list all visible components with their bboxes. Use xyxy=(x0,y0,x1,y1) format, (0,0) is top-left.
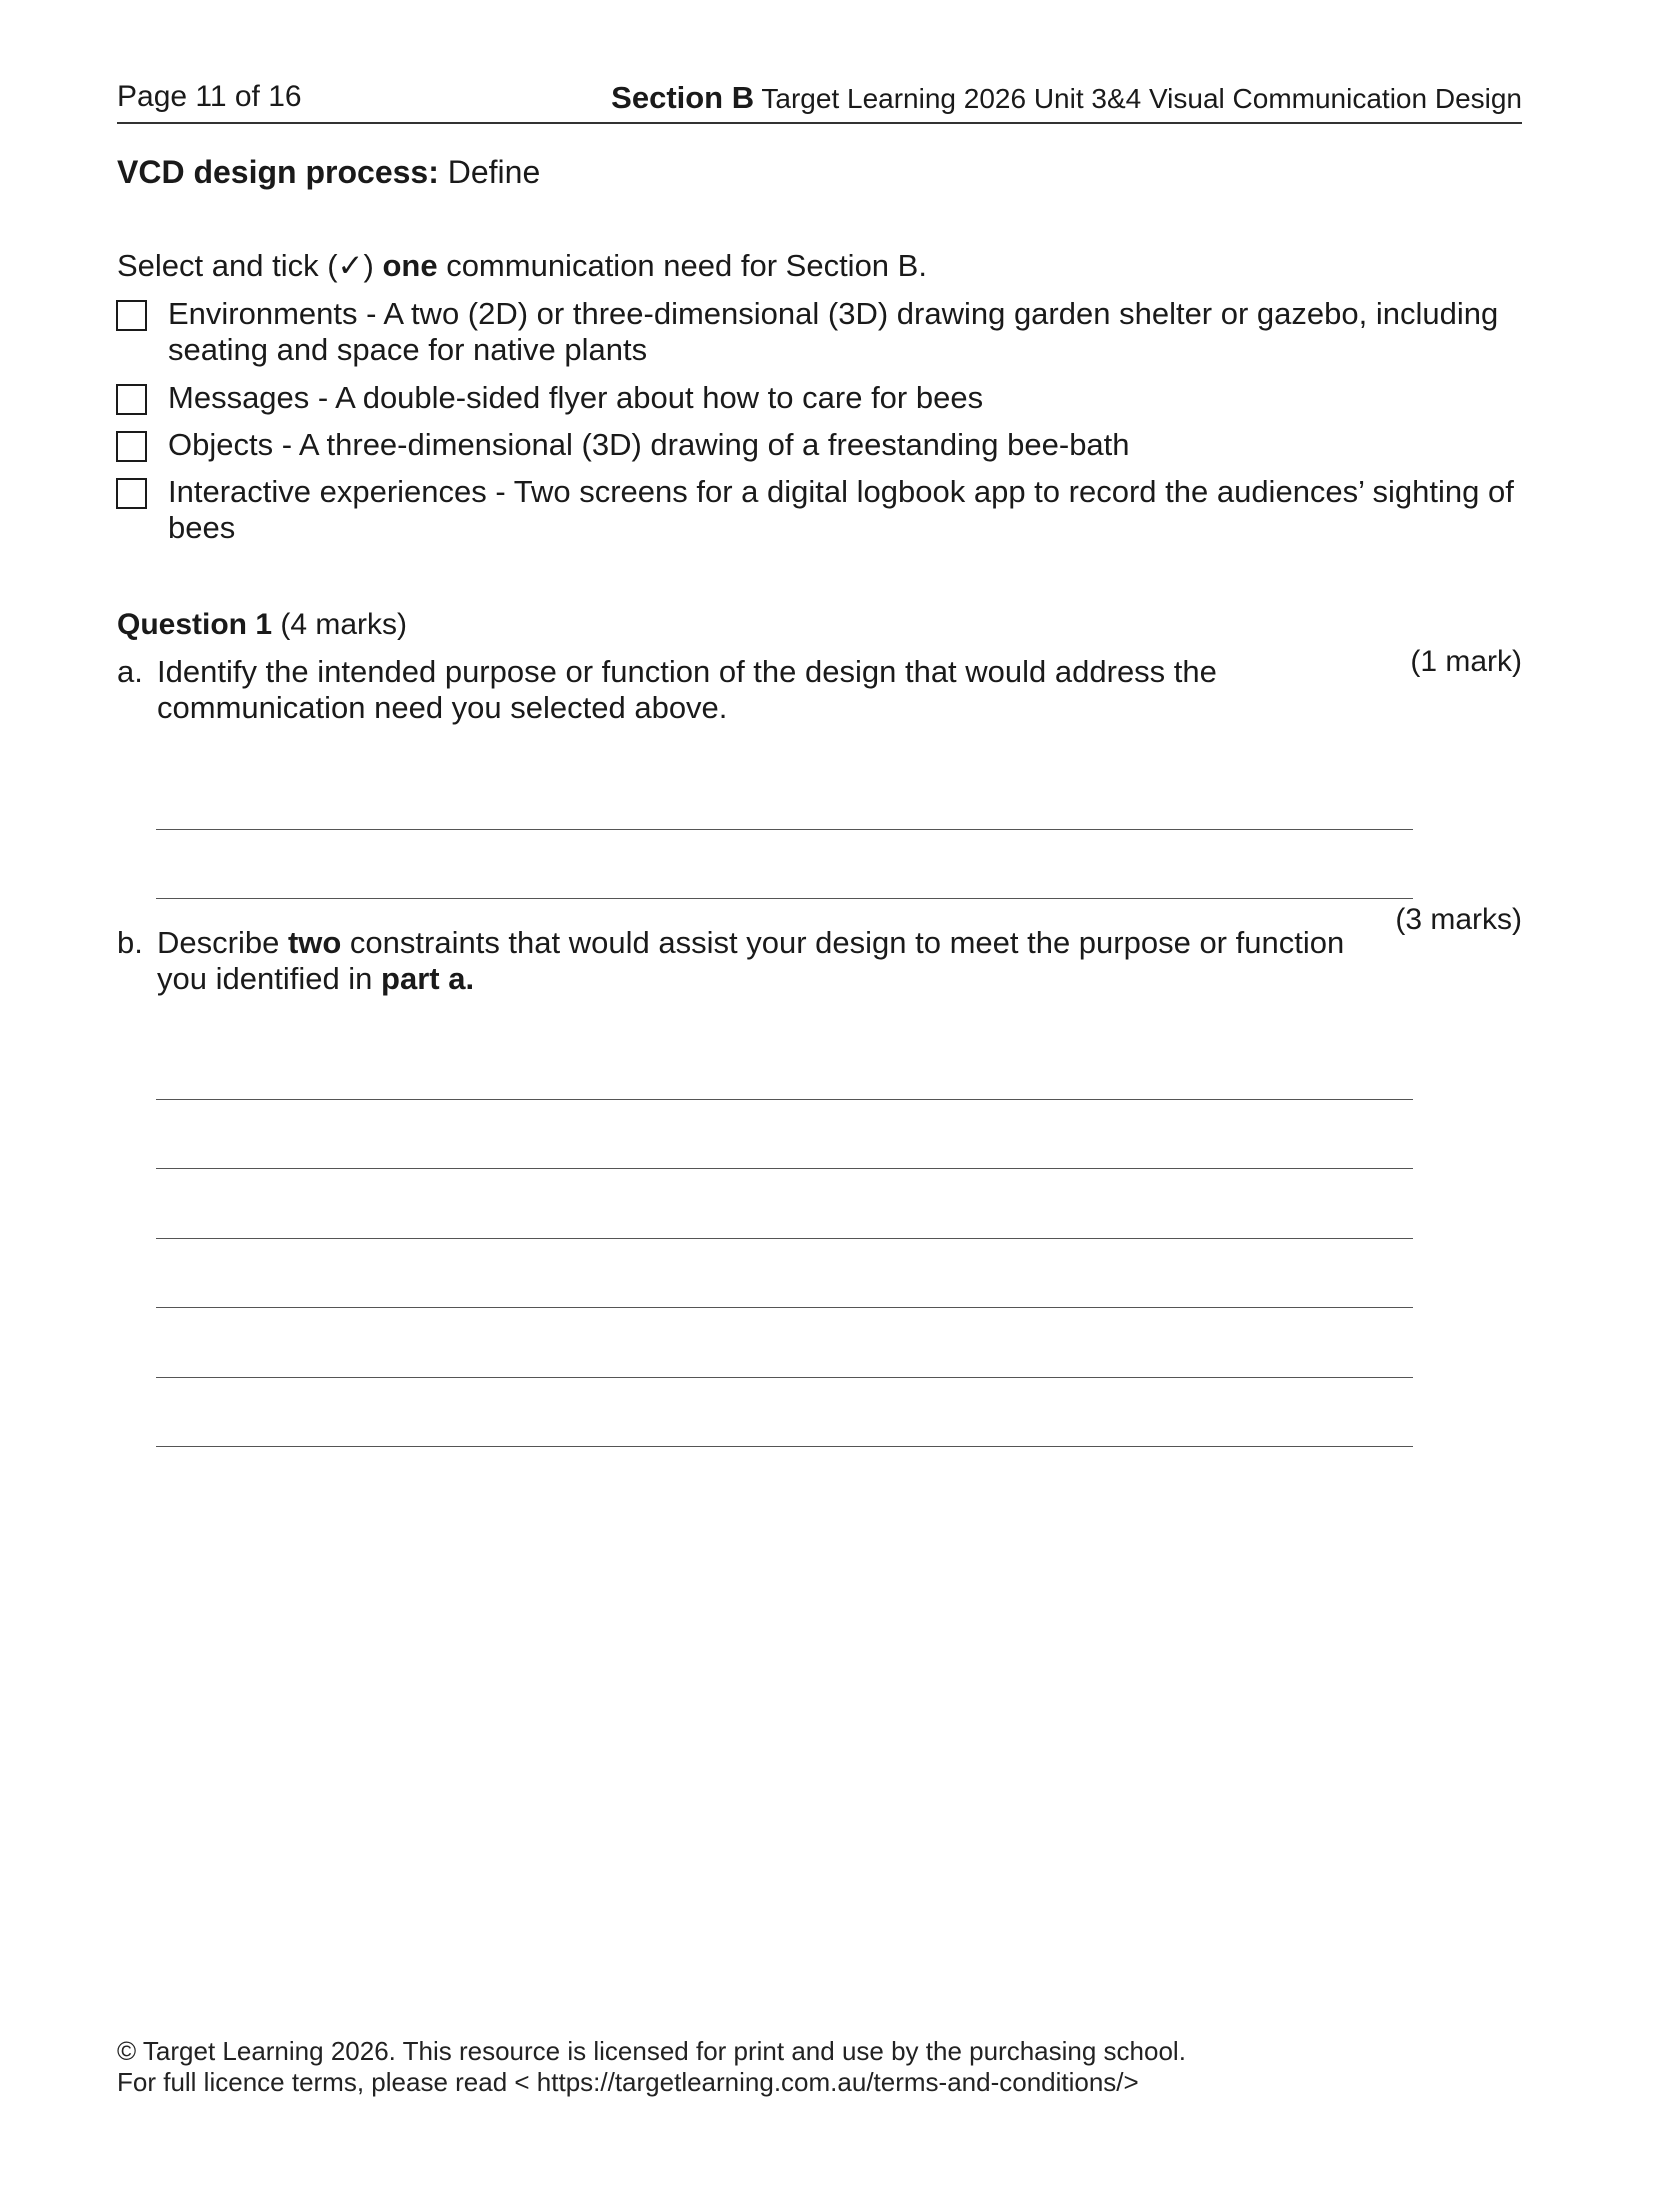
option-label: Environments - A two (2D) or three-dimensional (3D) drawing garden shelter or gazebo, including seating and space for native plants xyxy=(168,296,1499,367)
part-a-marks: (1 mark) xyxy=(1410,645,1522,678)
answer-line[interactable] xyxy=(156,1238,1413,1239)
part-b-marks: (3 marks) xyxy=(1395,903,1522,936)
running-header xyxy=(611,80,1522,116)
section-label: Section B xyxy=(611,80,755,115)
answer-line[interactable] xyxy=(156,1377,1413,1378)
process-stage: Define xyxy=(447,154,541,190)
header-divider xyxy=(117,122,1522,124)
selection-instruction xyxy=(117,248,927,284)
answer-line[interactable] xyxy=(156,1099,1413,1100)
option-checkbox[interactable] xyxy=(116,478,147,509)
answer-line[interactable] xyxy=(156,829,1413,830)
option-label: Objects - A three-dimensional (3D) drawing of a freestanding bee-bath xyxy=(168,427,1130,462)
option-checkbox[interactable] xyxy=(116,384,147,415)
design-process-heading xyxy=(117,154,540,191)
answer-line[interactable] xyxy=(156,1168,1413,1169)
instruction-emphasis: one xyxy=(382,248,438,283)
page-number: Page 11 of 16 xyxy=(117,80,302,113)
part-text: Identify the intended purpose or function of the design that would address the communication need you selected above. xyxy=(157,654,1217,725)
option-checkbox[interactable] xyxy=(116,300,147,331)
footer-copyright: © Target Learning 2026. This resource is licensed for print and use by the purchasing school. xyxy=(117,2036,1186,2066)
instruction-text-end: communication need for Section B. xyxy=(437,248,927,283)
answer-line[interactable] xyxy=(156,1307,1413,1308)
footer-licence: For full licence terms, please read < https://targetlearning.com.au/terms-and-conditions/> xyxy=(117,2067,1139,2097)
answer-line[interactable] xyxy=(156,898,1413,899)
option-checkbox[interactable] xyxy=(116,431,147,462)
question-title: Question 1 xyxy=(117,608,273,641)
part-letter: a. xyxy=(117,654,143,689)
option-label: Messages - A double-sided flyer about how to care for bees xyxy=(168,380,984,415)
part-text: Describe two constraints that would assist your design to meet the purpose or function you identified in part a. xyxy=(157,925,1345,996)
instruction-text: Select and tick (✓) xyxy=(117,248,383,283)
option-label: Interactive experiences - Two screens for a digital logbook app to record the audiences’ sighting of bees xyxy=(168,474,1514,545)
question-heading xyxy=(117,608,407,642)
process-label: VCD design process: xyxy=(117,154,439,190)
part-letter: b. xyxy=(117,925,143,960)
answer-line[interactable] xyxy=(156,1446,1413,1447)
course-title: Target Learning 2026 Unit 3&4 Visual Communication Design xyxy=(761,83,1522,114)
question-marks: (4 marks) xyxy=(280,608,408,641)
